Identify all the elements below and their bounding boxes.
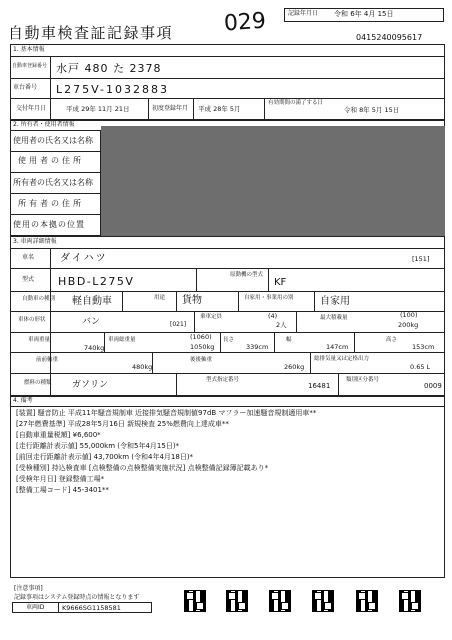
gross-top: (1060): [190, 333, 212, 341]
reg-no-label: 自動車登録番号: [12, 63, 48, 69]
rear-axle-value: 260kg: [284, 363, 305, 371]
maker-label: 車名: [22, 254, 35, 261]
kind-label: 自動車の種別: [22, 296, 56, 302]
seat-top: (4): [268, 312, 278, 320]
document-number: 0415240095617: [356, 33, 423, 42]
private-label: 自家用・事業用の別: [244, 295, 294, 301]
height-label: 高さ: [386, 337, 398, 343]
base-location-label: 使用の本拠の位置: [13, 220, 85, 229]
issue-date-label: 記録年月日: [288, 10, 319, 17]
body-label: 車体の形状: [18, 317, 46, 323]
seat-label: 乗車定員: [200, 314, 223, 320]
expiry-value: 令和 8年 5月 15日: [344, 106, 400, 114]
length-value: 339cm: [246, 343, 269, 351]
owner-address-label: 所有者の住所: [18, 199, 84, 208]
length-label: 長さ: [223, 337, 235, 343]
engine-label: 原動機の型式: [230, 272, 264, 278]
first-reg-value: 平成 28年 5月: [198, 105, 241, 113]
qr-code-icon: [226, 590, 248, 612]
section3-label: 3. 車両詳細情報: [13, 238, 57, 245]
load-top: (100): [400, 311, 418, 319]
maker-value: ダイハツ: [60, 253, 108, 264]
vehicle-id-label: 車両ID: [26, 604, 45, 611]
weight-label: 車両重量: [28, 337, 51, 343]
first-reg-label: 初度登録年月: [152, 105, 189, 112]
remark-line: [走行距離計表示値] 55,000km (令和5年4月15日)*: [16, 442, 180, 450]
model-value: HBD-L275V: [58, 275, 135, 288]
weight-value: 740kg: [84, 344, 105, 352]
owner-name-label: 所有者の氏名又は名称: [13, 178, 93, 187]
body-code: [021]: [170, 321, 187, 328]
height-value: 153cm: [412, 343, 435, 351]
document-title: 自動車検査証記録事項: [8, 24, 174, 42]
qr-code-icon: [312, 590, 334, 612]
remark-line: [受検年月日] 登録整備工場*: [16, 475, 105, 483]
use-label: 用途: [154, 295, 166, 301]
width-label: 幅: [286, 337, 292, 343]
width-value: 147cm: [326, 343, 349, 351]
reg-no-value: 水戸 480 た 2378: [56, 62, 162, 75]
maker-code: [151]: [412, 255, 430, 263]
qr-code-icon: [356, 590, 378, 612]
handwritten-number: 029: [223, 8, 267, 37]
section2-label: 2. 所有者・使用者情報: [13, 121, 75, 128]
section1-label: 1. 基本情報: [13, 46, 45, 53]
rear-axle-label: 後後軸重: [190, 357, 213, 363]
remark-line: [前回走行距離計表示値] 43,700km (令和4年4月18日)*: [16, 453, 194, 461]
front-axle-label: 前前軸重: [36, 357, 59, 363]
gross-value: 1050kg: [190, 343, 215, 351]
remark-line: [整備工場コード] 45-3401**: [16, 486, 109, 494]
issue-value: 平成 29年 11月 21日: [66, 105, 130, 113]
front-axle-value: 480kg: [132, 363, 153, 371]
issue-date-value: 令和 6年 4月 15日: [334, 10, 394, 18]
notice-text: 記録事項はシステム登録時点の情報となります: [14, 594, 140, 601]
body-value: バン: [82, 317, 101, 327]
section4-label: 4. 備考: [13, 397, 33, 404]
class-no-label: 類別区分番号: [346, 377, 380, 383]
private-value: 自家用: [320, 296, 350, 307]
vehicle-id-value: K9666SG1158581: [62, 604, 121, 612]
qr-code-icon: [184, 590, 206, 612]
kind-value: 軽自動車: [72, 296, 112, 307]
qr-code-icon: [399, 590, 421, 612]
use-value: 貨物: [182, 295, 202, 306]
fuel-value: ガソリン: [72, 380, 109, 390]
notice-label: [注意事項]: [14, 585, 43, 592]
engine-value: KF: [274, 277, 287, 288]
type-no-label: 型式指定番号: [206, 377, 240, 383]
user-address-label: 使用者の住所: [18, 156, 84, 165]
model-label: 型式: [22, 276, 35, 283]
gross-label: 車両総重量: [108, 337, 136, 343]
issue-label: 交付年月日: [16, 105, 47, 112]
load-value: 200kg: [398, 321, 419, 329]
chassis-value: L275V-1032883: [56, 83, 169, 96]
redacted-owner-info: [101, 126, 445, 237]
seat-value: 2人: [276, 321, 287, 329]
remark-line: [受検種別] 持込検査車 [点検整備の点検整備実施状況] 点検整備記録簿記載あり*: [16, 464, 269, 472]
fuel-label: 燃料の種類: [24, 380, 52, 386]
remark-line: [自動車重量税額] ¥6,600*: [16, 431, 101, 439]
user-name-label: 使用者の氏名又は名称: [13, 136, 93, 145]
qr-code-icon: [269, 590, 291, 612]
type-no-value: 16481: [308, 382, 331, 390]
chassis-label: 車台番号: [13, 84, 38, 91]
remark-line: [27年燃費基準] 平成28年5月16日 新規検査 25%燃費向上達成車**: [16, 420, 229, 428]
remark-line: [装置] 騒音防止 平成11年騒音規制車 近接排気騒音規制値97dB マフラー加速騒音規制適用車**: [16, 409, 317, 417]
displacement-value: 0.65 L: [410, 363, 431, 371]
expiry-label: 有効期間の満了する日: [268, 100, 324, 106]
displacement-label: 総排気量又は定格出力: [314, 356, 370, 362]
class-no-value: 0009: [424, 382, 442, 390]
load-label: 最大積載量: [320, 315, 348, 321]
